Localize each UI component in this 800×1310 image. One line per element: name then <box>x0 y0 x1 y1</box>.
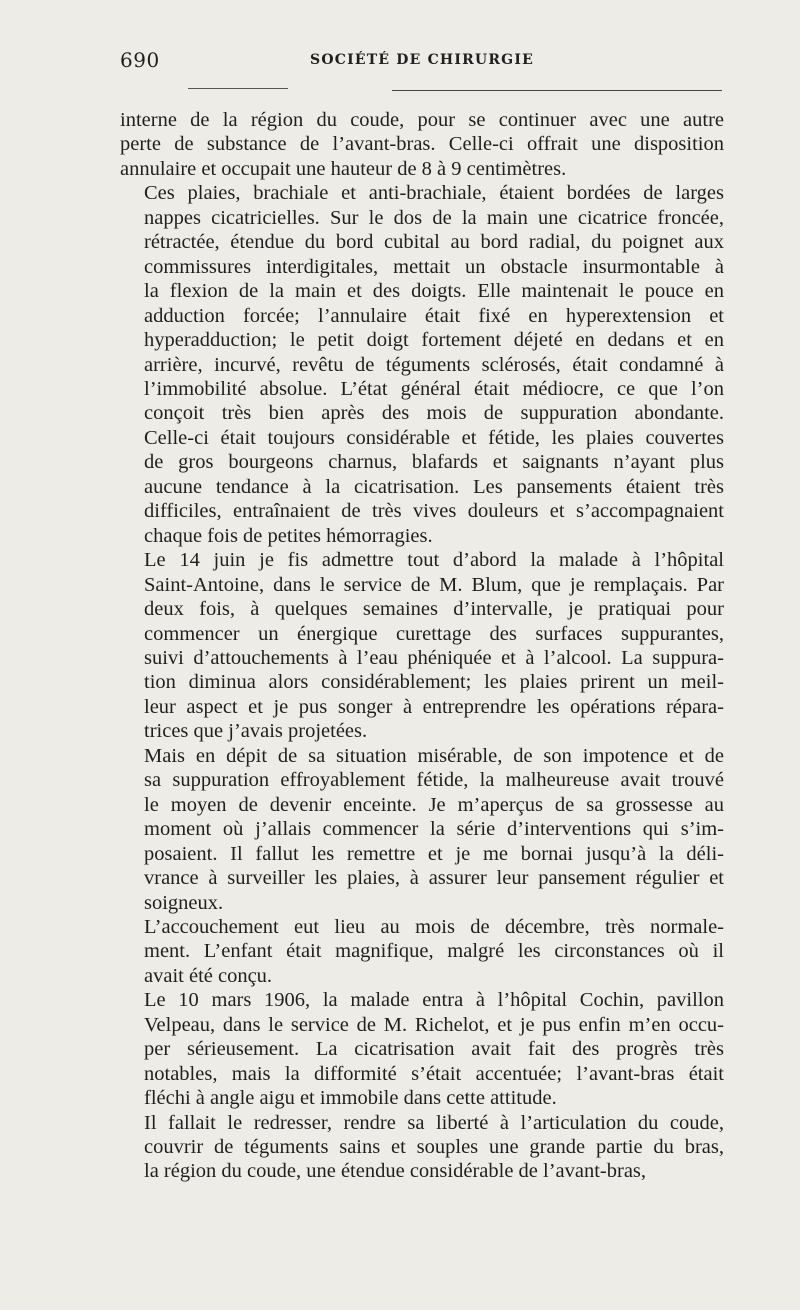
text-line: nappes cicatricielles. Sur le dos de la main une cicatrice froncée, <box>144 206 724 229</box>
text-line: couvrir de téguments sains et souples une grande partie du bras, <box>144 1136 724 1159</box>
text-line: chaque fois de petites hémorragies. <box>144 524 433 547</box>
text-line: moment où j’allais commencer la série d’interventions qui s’im- <box>144 818 724 841</box>
text-line: tion diminua alors considérablement; les plaies prirent un meil- <box>144 671 724 694</box>
body-text <box>120 108 724 1184</box>
text-line: la flexion de la main et des doigts. Elle maintenait le pouce en <box>144 280 724 303</box>
paragraph <box>120 915 724 988</box>
text-line: interne de la région du coude, pour se continuer avec une autre <box>120 109 724 131</box>
paragraph <box>120 1111 724 1184</box>
text-line: adduction forcée; l’annulaire était fixé en hyperextension et <box>144 304 724 327</box>
running-title: SOCIÉTÉ DE CHIRURGIE <box>310 52 534 68</box>
text-line: de gros bourgeons charnus, blafards et saignants n’ayant plus <box>144 451 724 474</box>
text-line: difficiles, entraînaient de très vives douleurs et s’accompagnaient <box>144 500 724 523</box>
text-line: Le 14 juin je fis admettre tout d’abord la malade à l’hôpital <box>144 549 724 572</box>
text-line: Ces plaies, brachiale et anti-brachiale, étaient bordées de larges <box>144 182 724 205</box>
paragraph <box>120 181 724 548</box>
text-line: suivi d’attouchements à l’eau phéniquée et à l’alcool. La suppura- <box>144 646 724 669</box>
text-line: hyperadduction; le petit doigt fortement déjeté en dedans et en <box>144 329 724 352</box>
text-line: Il fallait le redresser, rendre sa liberté à l’articulation du coude, <box>144 1111 724 1134</box>
text-line: per sérieusement. La cicatrisation avait fait des progrès très <box>144 1038 724 1061</box>
text-line: sa suppuration effroyablement fétide, la malheureuse avait trouvé <box>144 769 724 792</box>
page-number: 690 <box>120 48 160 72</box>
text-line: deux fois, à quelques semaines d’intervalle, je pratiquai pour <box>144 598 724 621</box>
text-line: arrière, incurvé, revêtu de téguments sclérosés, était condamné à <box>144 353 724 376</box>
header-rule-right <box>392 90 722 91</box>
text-line: soigneux. <box>144 891 224 914</box>
text-line: perte de substance de l’avant-bras. Celle-ci offrait une disposition <box>120 133 724 156</box>
text-line: la région du coude, une étendue considérable de l’avant-bras, <box>144 1160 647 1183</box>
page-header <box>120 48 724 76</box>
text-line: conçoit très bien après des mois de suppuration abondante. <box>144 402 724 425</box>
text-line: Saint-Antoine, dans le service de M. Blum, que je remplaçais. Par <box>144 573 724 596</box>
text-line: Velpeau, dans le service de M. Richelot, et je pus enfin m’en occu- <box>144 1013 724 1036</box>
text-line: aucune tendance à la cicatrisation. Les pansements étaient très <box>144 475 724 498</box>
text-line: posaient. Il fallut les remettre et je me bornai jusqu’à la déli- <box>144 842 724 865</box>
text-line: avait été conçu. <box>144 964 273 987</box>
text-line: L’accouchement eut lieu au mois de décembre, très normale- <box>144 915 724 938</box>
header-rule-left <box>188 88 288 89</box>
text-line: annulaire et occupait une hauteur de 8 à 9 centimètres. <box>120 157 567 180</box>
text-line: Le 10 mars 1906, la malade entra à l’hôpital Cochin, pavillon <box>144 989 724 1012</box>
text-line: notables, mais la difformité s’était accentuée; l’avant-bras était <box>144 1062 724 1085</box>
text-line: trices que j’avais projetées. <box>144 720 368 743</box>
text-line: commissures interdigitales, mettait un obstacle insurmontable à <box>144 255 724 278</box>
text-line: commencer un énergique curettage des surfaces suppurantes, <box>144 622 724 645</box>
text-line: le moyen de devenir enceinte. Je m’aperçus de sa grossesse au <box>144 793 724 816</box>
text-line: rétractée, étendue du bord cubital au bord radial, du poignet aux <box>144 231 724 254</box>
paragraph <box>120 548 724 744</box>
paragraph <box>120 988 724 1110</box>
text-line: Mais en dépit de sa situation misérable, de son impotence et de <box>144 744 724 767</box>
text-line: ment. L’enfant était magnifique, malgré les circonstances où il <box>144 940 724 963</box>
paragraph <box>120 108 724 181</box>
text-line: l’immobilité absolue. L’état général était médiocre, ce que l’on <box>144 377 724 400</box>
text-line: vrance à surveiller les plaies, à assurer leur pansement régulier et <box>144 867 724 890</box>
text-line: Celle-ci était toujours considérable et fétide, les plaies couvertes <box>144 426 724 449</box>
text-line: fléchi à angle aigu et immobile dans cette attitude. <box>144 1087 557 1110</box>
text-line: leur aspect et je pus songer à entreprendre les opérations répara- <box>144 695 724 718</box>
paragraph <box>120 744 724 915</box>
